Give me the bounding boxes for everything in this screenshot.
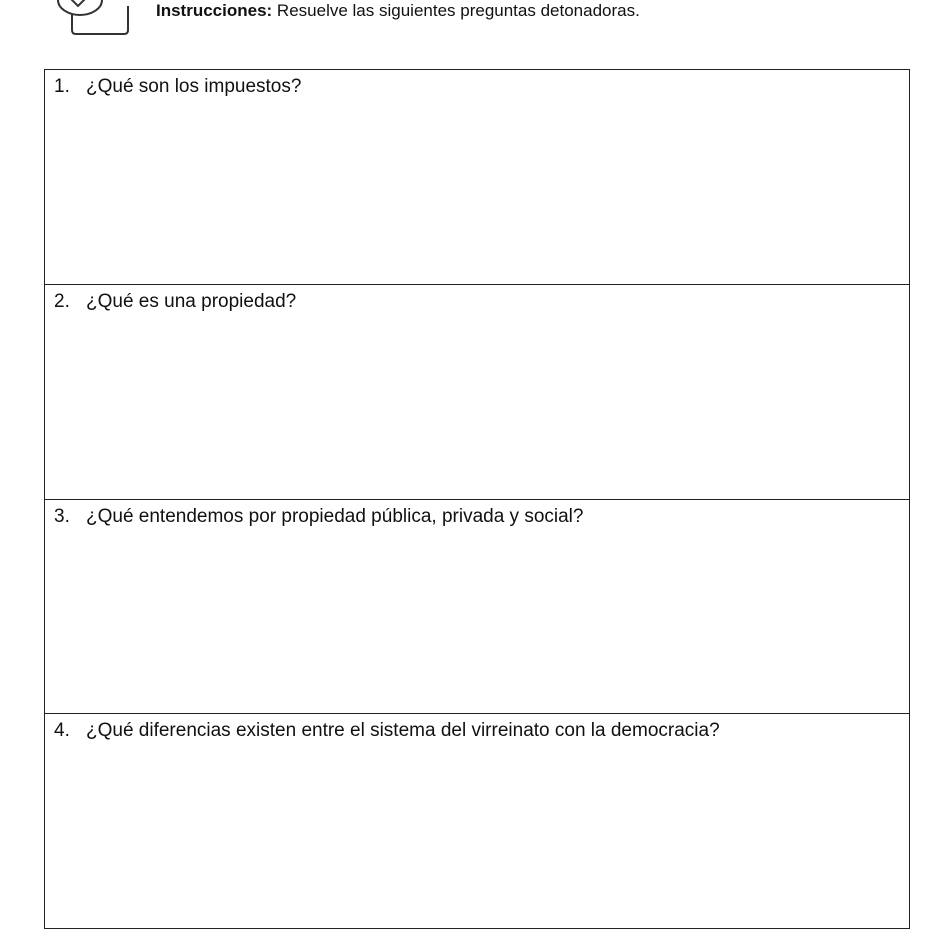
question-3	[54, 505, 583, 529]
answer-area-4[interactable]	[45, 748, 909, 928]
question-number: 3.	[54, 505, 70, 527]
question-4	[54, 719, 720, 743]
question-number: 1.	[54, 76, 70, 97]
answer-area-3[interactable]	[45, 534, 909, 714]
question-cell-4	[45, 714, 909, 928]
answer-area-1[interactable]	[45, 104, 909, 284]
question-2	[54, 290, 296, 314]
instructions	[156, 0, 640, 22]
question-cell-3	[45, 500, 909, 715]
question-1	[54, 75, 301, 99]
question-label: ¿Qué son los impuestos?	[86, 76, 302, 97]
instructions-label: Instrucciones:	[156, 1, 273, 20]
question-number: 2.	[54, 290, 70, 312]
question-label: ¿Qué entendemos por propiedad pública, privada y social?	[86, 505, 584, 527]
question-label: ¿Qué es una propiedad?	[86, 290, 297, 312]
question-label: ¿Qué diferencias existen entre el sistema del virreinato con la democracia?	[86, 720, 720, 742]
questions-table	[44, 69, 910, 929]
instructions-text: Resuelve las siguientes preguntas detonadoras.	[272, 1, 640, 20]
question-cell-2	[45, 285, 909, 500]
answer-area-2[interactable]	[45, 319, 909, 499]
question-number: 4.	[54, 720, 70, 742]
question-cell-1	[45, 70, 909, 285]
clipboard-check-icon	[50, 0, 130, 36]
